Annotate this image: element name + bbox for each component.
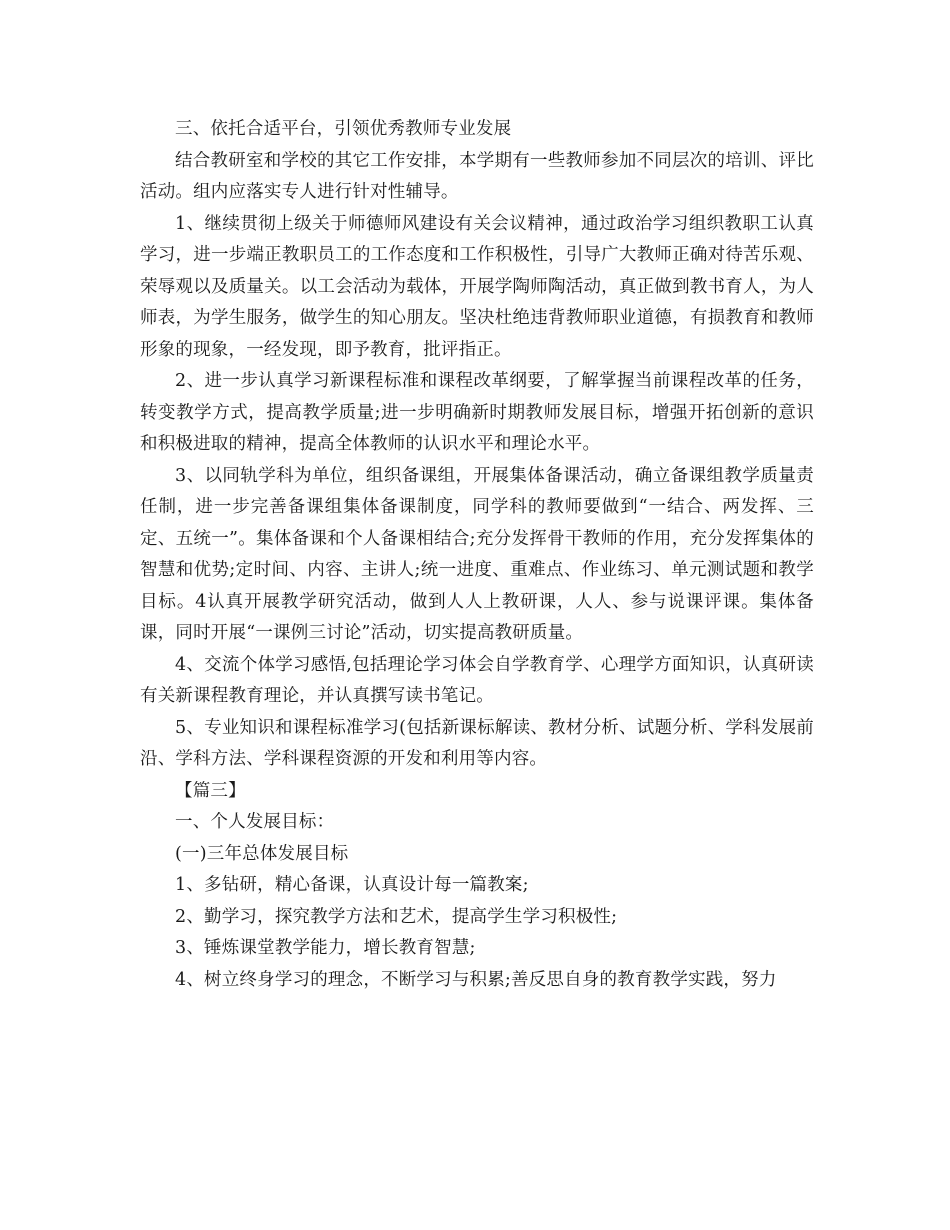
list-item: 4、树立终身学习的理念，不断学习与积累;善反思自身的教育教学实践，努力 (175, 969, 777, 990)
paragraph: 5、专业知识和课程标准学习(包括新课标解读、教材分析、试题分析、学科发展前沿、学科方法、学科课程资源的开发和利用等内容。 (140, 717, 814, 769)
section-heading: 三、依托合适平台，引领优秀教师专业发展 (175, 119, 512, 139)
subsection-heading: (一)三年总体发展目标 (175, 843, 349, 864)
list-item: 1、多钻研，精心备课，认真设计每一篇教案; (175, 875, 529, 895)
list-item: 2、勤学习，探究教学方法和艺术，提高学生学习积极性; (175, 906, 618, 927)
document-body (140, 114, 814, 996)
chapter-heading: 【篇三】 (175, 780, 246, 801)
list-item: 3、锤炼课堂教学能力，增长教育智慧; (175, 938, 476, 958)
paragraph: 1、继续贯彻上级关于师德师风建设有关会议精神，通过政治学习组织教职工认真学习，进一步端正教职员工的工作态度和工作积极性，引导广大教师正确对待苦乐观、荣辱观以及质量关。以工会活动为载体，开展学陶师陶活动，真正做到教书育人，为人师表，为学生服务，做学生的知心朋友。坚决杜绝违背教师职业道德，有损教育和教师形象的现象，一经发现，即予教育，批评指正。 (140, 213, 814, 360)
paragraph: 2、进一步认真学习新课程标准和课程改革纲要，了解掌握当前课程改革的任务，转变教学方式，提高教学质量;进一步明确新时期教师发展目标，增强开拓创新的意识和积极进取的精神，提高全体教师的认识水平和理论水平。 (140, 371, 814, 454)
paragraph: 4、交流个体学习感悟,包括理论学习体会自学教育学、心理学方面知识，认真研读有关新课程教育理论，并认真撰写读书笔记。 (140, 654, 814, 706)
paragraph: 3、以同轨学科为单位，组织备课组，开展集体备课活动，确立备课组教学质量责任制，进一步完善备课组集体备课制度，同学科的教师要做到“一结合、两发挥、三定、五统一”。集体备课和个人备课相结合;充分发挥骨干教师的作用，充分发挥集体的智慧和优势;定时间、内容、主讲人;统一进度、重难点、作业练习、单元测试题和教学目标。4认真开展教学研究活动，做到人人上教研课，人人、参与说课评课。集体备课，同时开展“一课例三讨论”活动，切实提高教研质量。 (140, 465, 814, 643)
section-heading: 一、个人发展目标： (175, 812, 335, 832)
paragraph: 结合教研室和学校的其它工作安排，本学期有一些教师参加不同层次的培训、评比活动。组内应落实专人进行针对性辅导。 (140, 150, 814, 202)
